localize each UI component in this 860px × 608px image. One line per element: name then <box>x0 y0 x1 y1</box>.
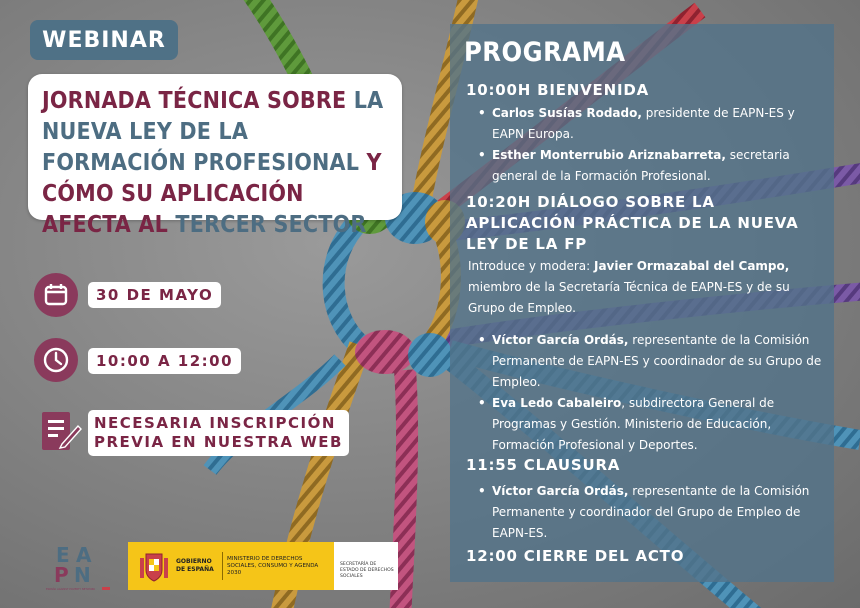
date-label: 30 DE MAYO <box>88 282 221 308</box>
moderator-intro: Introduce y modera: Javier Ormazabal del Campo, miembro de la Secretaría Técnica de EAPN-ES y de su Grupo de Empleo. <box>468 259 790 315</box>
section-bienvenida-heading: 10:00H BIENVENIDA <box>466 81 649 99</box>
title-card <box>28 74 402 238</box>
programa-panel <box>450 24 834 582</box>
event-title <box>42 86 394 241</box>
title-part-2: LA NUEVA LEY DE LA FORMACIÓN PROFESIONAL <box>42 88 384 176</box>
time-label: 10:00 A 12:00 <box>88 348 241 374</box>
webinar-badge: WEBINAR <box>30 20 178 60</box>
clock-icon <box>34 338 78 382</box>
ministerio-label: MINISTERIO DE DERECHOS SOCIALES, CONSUMO Y AGENDA 2030 <box>227 556 319 576</box>
registration-line-1: NECESARIA INSCRIPCIÓN <box>94 414 336 432</box>
svg-text:E: E <box>56 543 70 567</box>
registration-label <box>88 410 349 456</box>
eapn-logo <box>44 540 112 596</box>
section-dialogo-heading: 10:20H DIÁLOGO SOBRE LA APLICACIÓN PRÁCTICA DE LA NUEVA LEY DE LA FP <box>466 193 799 253</box>
coat-of-arms-icon <box>136 548 172 584</box>
title-part-3: Y CÓMO SU APLICACIÓN AFECTA AL <box>42 150 382 238</box>
programa-title: PROGRAMA <box>464 37 626 68</box>
svg-text:N: N <box>74 563 91 587</box>
list-item: • Víctor García Ordás, representante de la Comisión Permanente de EAPN-ES y coordinador de su Grupo de Empleo. <box>462 330 822 393</box>
bienvenida-speakers <box>462 103 822 187</box>
svg-text:P: P <box>54 563 69 587</box>
title-part-1: JORNADA TÉCNICA SOBRE <box>42 88 347 114</box>
clausura-speakers <box>462 481 822 544</box>
list-item: • Esther Monterrubio Ariznabarreta, secretaria general de la Formación Profesional. <box>462 145 822 187</box>
gobierno-label: GOBIERNO DE ESPAÑA <box>176 558 214 573</box>
list-item: • Carlos Susías Rodado, presidente de EAPN-ES y EAPN Europa. <box>462 103 822 145</box>
list-item: • Eva Ledo Cabaleiro, subdirectora General de Programas y Gestión. Ministerio de Educación, Formación Profesional y Deportes. <box>462 393 822 456</box>
title-part-4: TERCER SECTOR <box>168 212 367 238</box>
form-icon <box>40 410 82 454</box>
section-cierre-heading: 12:00 CIERRE DEL ACTO <box>466 547 685 565</box>
section-clausura-heading: 11:55 CLAUSURA <box>466 456 621 474</box>
calendar-icon <box>34 273 78 317</box>
government-logo <box>128 542 398 590</box>
svg-text:A: A <box>76 543 92 567</box>
registration-line-2: PREVIA EN NUESTRA WEB <box>94 433 343 451</box>
secretaria-label: SECRETARÍA DE ESTADO DE DERECHOS SOCIALES <box>340 562 394 579</box>
list-item: • Víctor García Ordás, representante de la Comisión Permanente y coordinador del Grupo de Empleo de EAPN-ES. <box>462 481 822 544</box>
svg-text:ESPAÑA AGAINST POVERTY NETWORK: ESPAÑA AGAINST POVERTY NETWORK <box>46 588 96 591</box>
dialogo-speakers <box>462 330 822 456</box>
